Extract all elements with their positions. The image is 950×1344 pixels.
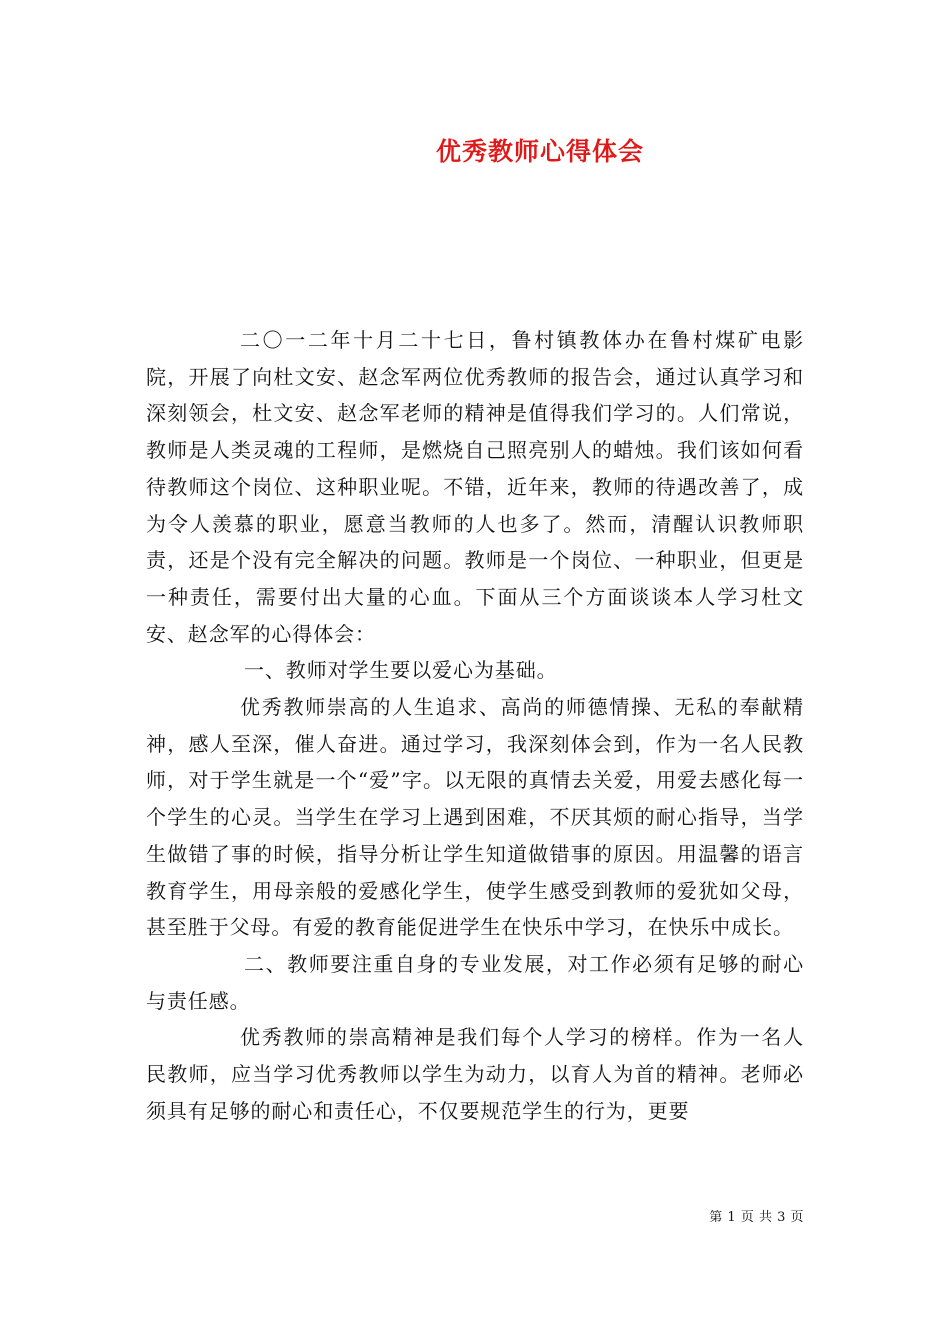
page-number-footer: 第 1 页 共 3 页 [709,1210,804,1225]
section-heading-2: 二、教师要注重自身的专业发展，对工作必须有足够的耐心与责任感。 [146,951,804,1013]
paragraph-intro: 二〇一二年十月二十七日，鲁村镇教体办在鲁村煤矿电影院，开展了向杜文安、赵念军两位优秀教师的报告会，通过认真学习和深刻领会，杜文安、赵念军老师的精神是值得我们学习的。人们常说，教师是人类灵魂的工程师，是燃烧自己照亮别人的蜡烛。我们该如何看待教师这个岗位、这种职业呢。不错，近年来，教师的待遇改善了，成为令人羡慕的职业，愿意当教师的人也多了。然而，清醒认识教师职责，还是个没有完全解决的问题。教师是一个岗位、一种职业，但更是一种责任，需要付出大量的心血。下面从三个方面谈谈本人学习杜文安、赵念军的心得体会： [146,328,804,646]
document-body [146,322,804,1129]
document-title: 优秀教师心得体会 [435,137,644,166]
section-heading-1: 一、教师对学生要以爱心为基础。 [244,658,558,683]
paragraph-section-2: 优秀教师的崇高精神是我们每个人学习的榜样。作为一名人民教师，应当学习优秀教师以学生为动力，以育人为首的精神。老师必须具有足够的耐心和责任心，不仅要规范学生的行为，更要 [146,1025,804,1123]
paragraph-section-1: 优秀教师崇高的人生追求、高尚的师德情操、无私的奉献精神，感人至深，催人奋进。通过学习，我深刻体会到，作为一名人民教师，对于学生就是一个“爱”字。以无限的真情去关爱，用爱去感化每一个学生的心灵。当学生在学习上遇到困难，不厌其烦的耐心指导，当学生做错了事的时候，指导分析让学生知道做错事的原因。用温馨的语言教育学生，用母亲般的爱感化学生，使学生感受到教师的爱犹如父母，甚至胜于父母。有爱的教育能促进学生在快乐中学习，在快乐中成长。 [146,695,804,940]
